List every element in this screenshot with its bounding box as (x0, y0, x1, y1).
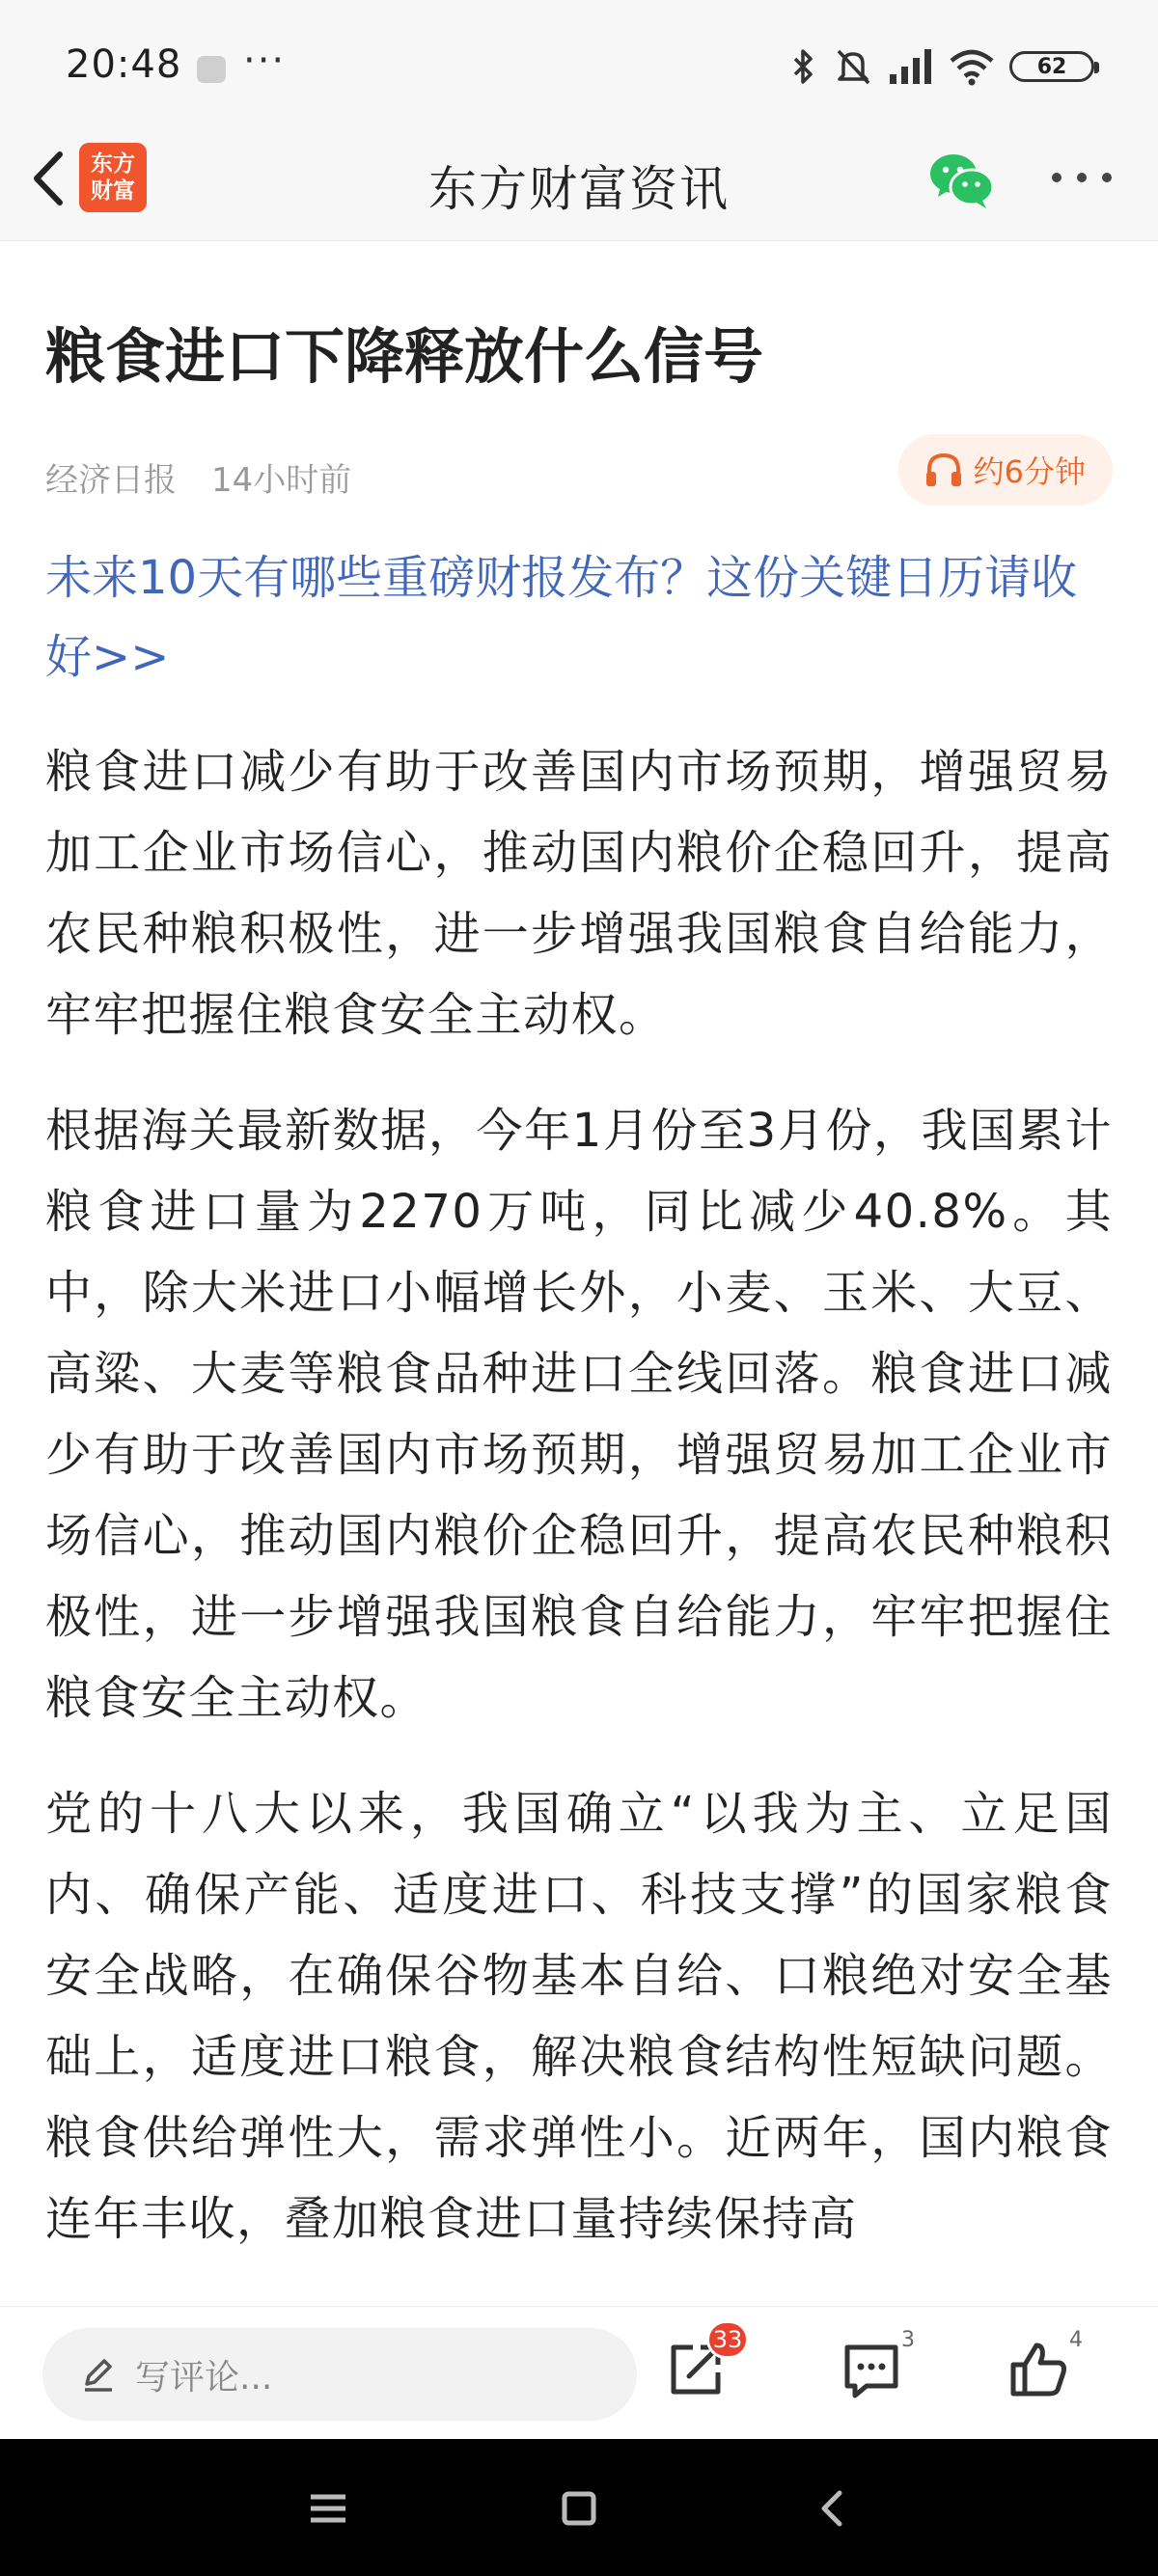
comment-input[interactable] (42, 2328, 637, 2421)
menu-icon[interactable] (299, 2481, 357, 2535)
page-title: 东方财富资讯 (428, 161, 730, 217)
system-nav-bar (0, 2439, 1158, 2576)
dot-icon (1102, 173, 1112, 182)
pencil-icon (79, 2355, 118, 2394)
article-source[interactable]: 经济日报 (45, 461, 177, 500)
status-icons (789, 44, 1094, 89)
article-title: 粮食进口下降释放什么信号 (45, 321, 764, 392)
logo-line2: 财富 (91, 178, 135, 204)
listen-button[interactable] (898, 434, 1113, 506)
nav-bar (0, 116, 1158, 241)
like-button[interactable] (1006, 2328, 1083, 2413)
home-icon[interactable] (550, 2481, 608, 2535)
notification-icon (197, 56, 226, 83)
comments-button[interactable] (838, 2328, 915, 2413)
share-count-badge: 33 (706, 2320, 749, 2359)
comment-count: 3 (901, 2328, 915, 2352)
status-bar (0, 0, 1158, 116)
bluetooth-icon (789, 47, 818, 86)
article-paragraph: 粮食进口减少有助于改善国内市场预期，增强贸易加工企业市场信心，推动国内粮价企稳回升，提高农民种粮积极性，进一步增强我国粮食自给能力，牢牢把握住粮食安全主动权。 (45, 745, 1113, 1042)
article-time: 14小时前 (211, 461, 352, 500)
article-paragraph: 党的十八大以来，我国确立“以我为主、立足国内、确保产能、适度进口、科技支撑”的国家粮食安全战略，在确保谷物基本自给、口粮绝对安全基础上，适度进口粮食，解决粮食结构性短缺问题。粮食供给弹性大，需求弹性小。近两年，国内粮食连年丰收，叠加粮食进口量持续保持高 (45, 1787, 1113, 2246)
action-bar (0, 2306, 1158, 2439)
mute-bell-icon (834, 46, 872, 87)
logo-line1: 东方 (91, 151, 135, 177)
dot-icon (1077, 173, 1087, 182)
article (45, 241, 1113, 2260)
article-meta (45, 434, 1113, 509)
thumbs-up-icon (1006, 2336, 1073, 2403)
back-nav-icon[interactable] (803, 2481, 861, 2535)
listen-duration: 约6分钟 (973, 453, 1086, 490)
dot-icon (1052, 173, 1062, 182)
headphones-icon (924, 451, 964, 489)
battery-icon (1009, 51, 1094, 82)
wifi-icon (950, 47, 994, 86)
comment-placeholder: 写评论... (135, 2357, 273, 2398)
article-paragraph: 根据海关最新数据，今年1月份至3月份，我国累计粮食进口量为2270万吨，同比减少40.8%。其中，除大米进口小幅增长外，小麦、玉米、大豆、高粱、大麦等粮食品种进口全线回落。粮食进口减少有助于改善国内市场预期，增强贸易加工企业市场信心，推动国内粮价企稳回升，提高农民种粮积极性，进一步增强我国粮食自给能力，牢牢把握住粮食安全主动权。 (45, 1104, 1113, 1725)
signal-icon (888, 47, 934, 86)
wechat-share-icon[interactable] (928, 149, 996, 212)
comment-bubble-icon (838, 2336, 905, 2403)
share-button[interactable] (662, 2326, 743, 2413)
battery-level: 62 (1036, 54, 1067, 79)
status-time: 20:48 (66, 42, 182, 87)
like-count: 4 (1069, 2328, 1083, 2352)
promo-link[interactable]: 未来10天有哪些重磅财报发布？这份关键日历请收好>> (45, 551, 1078, 684)
status-more-text: ··· (243, 39, 287, 83)
more-options-button[interactable] (1052, 158, 1112, 197)
